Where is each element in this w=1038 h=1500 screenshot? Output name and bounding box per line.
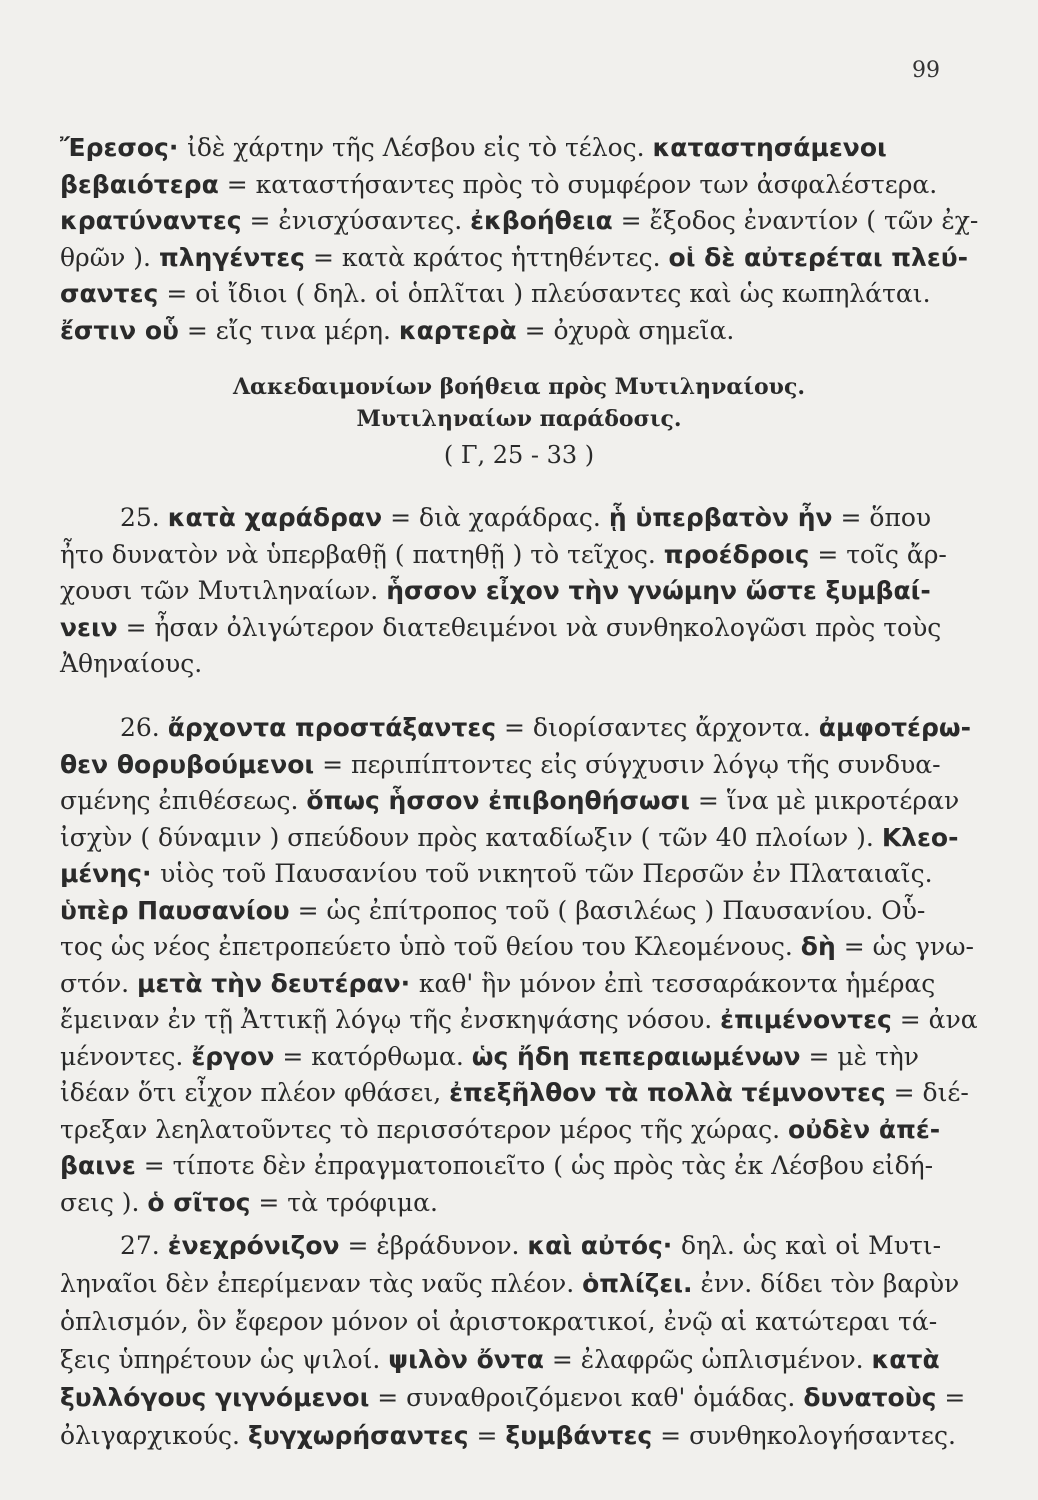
gloss-text: = διορίσαντες ἄρχοντα. — [496, 713, 819, 742]
text-line — [60, 203, 979, 239]
gloss-text: χουσι τῶν Μυτιληναίων. — [60, 576, 387, 605]
gloss-text: 27. — [120, 1231, 168, 1260]
text-line — [60, 313, 945, 349]
text-line — [60, 646, 945, 682]
gloss-text: ἔμειναν ἐν τῇ Ἀττικῇ λόγῳ τῆς ἐνσκηψάσης νόσου. — [60, 1005, 721, 1034]
lemma-term: καὶ αὐτός· — [527, 1231, 682, 1260]
gloss-text: = οἱ ἴδιοι ( δηλ. οἱ ὁπλῖται ) πλεύσαντες καὶ ὡς κωπηλάται. — [158, 279, 931, 308]
gloss-text: = μὲ τὴν — [800, 1041, 919, 1071]
gloss-text: ἰδέαν ὅτι εἶχον πλέον φθάσει, — [60, 1078, 450, 1107]
text-line — [60, 783, 960, 819]
lemma-term: βεβαιότερα — [60, 169, 219, 199]
text-line — [60, 537, 945, 573]
gloss-text: ὀλιγαρχικούς. — [60, 1421, 248, 1450]
lemma-term: ὡς ἤδη πεπεραιωμένων — [471, 1041, 801, 1071]
gloss-text: = ὅπου — [832, 503, 932, 532]
text-line — [60, 1418, 956, 1454]
text-line — [60, 1342, 945, 1378]
gloss-text: ἐνν. δίδει τὸν βαρὺν — [692, 1269, 960, 1298]
gloss-text: τρεξαν λεηλατοῦντες τὸ περισσότερον μέρος τῆς χώρας. — [60, 1114, 789, 1144]
gloss-text: = ἐλαφρῶς ὡπλισμένον. — [543, 1345, 872, 1374]
text-line — [120, 1228, 945, 1264]
gloss-text: 26. — [120, 713, 168, 742]
lemma-term: πληγέντες — [158, 242, 305, 272]
gloss-text: = ἵνα μὲ μικροτέραν — [689, 786, 960, 815]
gloss-text: = ὀχυρὰ σημεῖα. — [516, 315, 735, 345]
gloss-text: μένοντες. — [60, 1041, 192, 1071]
text-line — [60, 1112, 945, 1148]
lemma-term: οἱ δὲ αὐτερέται πλεύ- — [668, 242, 969, 272]
gloss-text: = τὰ τρόφιμα. — [250, 1187, 438, 1217]
lemma-term: βαινε — [60, 1151, 136, 1180]
gloss-text: = κατόρθωμα. — [274, 1041, 472, 1071]
lemma-term: προέδροις — [663, 539, 810, 569]
text-line — [60, 820, 959, 856]
page-number: 99 — [912, 58, 940, 83]
gloss-text: = συνθηκολογήσαντες. — [652, 1421, 956, 1450]
lemma-term: σαντες — [60, 279, 159, 308]
lemma-term: ἄρχοντα προστάξαντες — [167, 713, 497, 742]
gloss-text: = ἐβράδυνον. — [339, 1231, 528, 1260]
text-line — [120, 500, 945, 536]
lemma-term: ξυμβάντες — [505, 1421, 653, 1450]
lemma-term: ξυλλόγους γιγνόμενοι — [60, 1383, 370, 1412]
lemma-term: ἀμφοτέρω- — [818, 713, 971, 742]
lemma-term: κατὰ — [871, 1345, 940, 1374]
gloss-text: = ἀνα — [891, 1005, 978, 1034]
lemma-term: ξυγχωρήσαντες — [247, 1421, 469, 1450]
gloss-text: καθ' ἣν μόνον ἐπὶ τεσσαράκοντα ἡμέρας — [418, 968, 936, 998]
text-line — [60, 276, 945, 312]
gloss-text: = εἴς τινα μέρη. — [178, 315, 399, 345]
text-line — [60, 240, 969, 276]
text-line — [60, 573, 945, 609]
gloss-text: Ἀθηναίους. — [60, 649, 203, 678]
gloss-text: ἰδὲ χάρτην τῆς Λέσβου εἰς τὸ τέλος. — [187, 133, 653, 162]
text-line — [60, 893, 945, 929]
gloss-text: = ὡς ἐπίτροπος τοῦ ( βασιλέως ) Παυσανίου. Οὗ- — [289, 895, 926, 925]
text-line — [60, 856, 945, 892]
lemma-term: μένης· — [60, 859, 161, 888]
text-line — [120, 710, 971, 746]
lemma-term: δὴ — [800, 932, 836, 961]
lemma-term: ἐπιμένοντες — [720, 1005, 892, 1034]
lemma-term: ὑπὲρ Παυσανίου — [60, 895, 290, 925]
text-line — [60, 747, 945, 783]
gloss-text: ἦτο δυνατὸν νὰ ὑπερβαθῇ ( πατηθῇ ) τὸ τεῖχος. — [60, 539, 664, 569]
gloss-text: ξεις ὑπηρέτουν ὡς ψιλοί. — [60, 1345, 389, 1374]
gloss-text: τος ὡς νέος ἐπετροπεύετο ὑπὸ τοῦ θείου του Κλεομένους. — [60, 932, 801, 961]
text-line — [60, 610, 945, 646]
gloss-text: = ἦσαν ὀλιγώτερον διατεθειμένοι νὰ συνθηκολογῶσι πρὸς τοὺς — [117, 612, 942, 642]
lemma-term: νειν — [60, 612, 118, 642]
text-line — [60, 1380, 966, 1416]
lemma-term: θεν θορυβούμενοι — [60, 749, 315, 779]
text-line — [60, 1185, 945, 1221]
lemma-term: κατὰ χαράδραν — [167, 503, 383, 532]
gloss-text: = — [936, 1383, 966, 1412]
lemma-term: ᾗ ὑπερβατὸν ἦν — [608, 503, 833, 532]
gloss-text: = — [468, 1421, 506, 1450]
lemma-term: οὐδὲν ἀπέ- — [788, 1114, 941, 1144]
gloss-text: δηλ. ὡς καὶ οἱ Μυτι- — [681, 1231, 942, 1260]
gloss-text: ληναῖοι δὲν ἐπερίμεναν τὰς ναῦς πλέον. — [60, 1269, 583, 1298]
gloss-text: = συναθροιζόμενοι καθ' ὁμάδας. — [369, 1383, 804, 1412]
lemma-term: ψιλὸν ὄντα — [388, 1345, 544, 1374]
lemma-term: ἐπεξῆλθον τὰ πολλὰ τέμνοντες — [449, 1078, 886, 1107]
gloss-text: θρῶν ). — [60, 242, 159, 272]
text-line — [60, 167, 945, 203]
gloss-text: = κατὰ κράτος ἡττηθέντες. — [305, 242, 669, 272]
lemma-term: ὁ σῖτος — [147, 1187, 251, 1217]
lemma-term: ἔστιν οὗ — [60, 315, 179, 345]
lemma-term: καρτερὰ — [398, 315, 517, 345]
text-line — [60, 1002, 978, 1038]
lemma-term: ὅπως ἧσσον ἐπιβοηθήσωσι — [306, 786, 690, 815]
gloss-text: 25. — [120, 503, 168, 532]
lemma-term: Ἔρεσος· — [60, 133, 188, 162]
section-reference: ( Γ, 25 - 33 ) — [443, 441, 595, 469]
lemma-term: ἧσσον εἶχον τὴν γνώμην ὥστε ξυμβαί- — [386, 576, 931, 605]
text-line — [60, 1304, 945, 1340]
text-line — [60, 929, 974, 965]
gloss-text: = ἔξοδος ἐναντίον ( τῶν ἐχ- — [612, 206, 979, 235]
gloss-text: στόν. — [60, 968, 138, 998]
gloss-text: = ὡς γνω- — [835, 932, 974, 961]
text-line — [60, 1266, 960, 1302]
gloss-text: = ἐνισχύσαντες. — [241, 206, 471, 235]
gloss-text: = διέ- — [885, 1078, 969, 1107]
section-heading-line-2: Μυτιληναίων παράδοσις. — [356, 406, 682, 432]
lemma-term: δυνατοὺς — [803, 1383, 937, 1412]
text-line — [60, 966, 945, 1002]
gloss-text: υἱὸς τοῦ Παυσανίου τοῦ νικητοῦ τῶν Περσῶν ἐν Πλαταιαῖς. — [160, 859, 933, 888]
gloss-text: σεις ). — [60, 1187, 148, 1217]
gloss-text: = τίποτε δὲν ἐπραγματοποιεῖτο ( ὡς πρὸς τὰς ἐκ Λέσβου εἰδή- — [135, 1151, 934, 1180]
text-line — [60, 1148, 945, 1184]
lemma-term: καταστησάμενοι — [652, 133, 887, 162]
lemma-term: μετὰ τὴν δευτέραν· — [137, 968, 419, 998]
gloss-text: = διὰ χαράδρας. — [382, 503, 609, 532]
text-line — [60, 1039, 945, 1075]
gloss-text: ὁπλισμόν, ὃν ἔφερον μόνον οἱ ἀριστοκρατικοί, ἐνῷ αἱ κατώτεραι τά- — [60, 1307, 938, 1336]
gloss-text: ἰσχὺν ( δύναμιν ) σπεύδουν πρὸς καταδίωξιν ( τῶν 40 πλοίων ). — [60, 822, 882, 852]
text-line — [60, 130, 945, 166]
gloss-text: σμένης ἐπιθέσεως. — [60, 786, 307, 815]
text-line — [60, 1075, 969, 1111]
lemma-term: ὁπλίζει. — [582, 1269, 693, 1298]
lemma-term: κρατύναντες — [60, 206, 242, 235]
gloss-text: = καταστήσαντες πρὸς τὸ συμφέρον των ἀσφαλέστερα. — [218, 169, 938, 199]
gloss-text: = περιπίπτοντες εἰς σύγχυσιν λόγῳ τῆς συνδυα- — [314, 749, 941, 779]
gloss-text: = τοῖς ἄρ- — [809, 539, 947, 569]
lemma-term: ἔργον — [191, 1041, 275, 1071]
section-heading-line-1: Λακεδαιμονίων βοήθεια πρὸς Μυτιληναίους. — [232, 374, 805, 400]
lemma-term: ἐκβοήθεια — [470, 206, 613, 235]
lemma-term: ἐνεχρόνιζον — [167, 1231, 340, 1260]
lemma-term: Κλεο- — [881, 822, 959, 852]
